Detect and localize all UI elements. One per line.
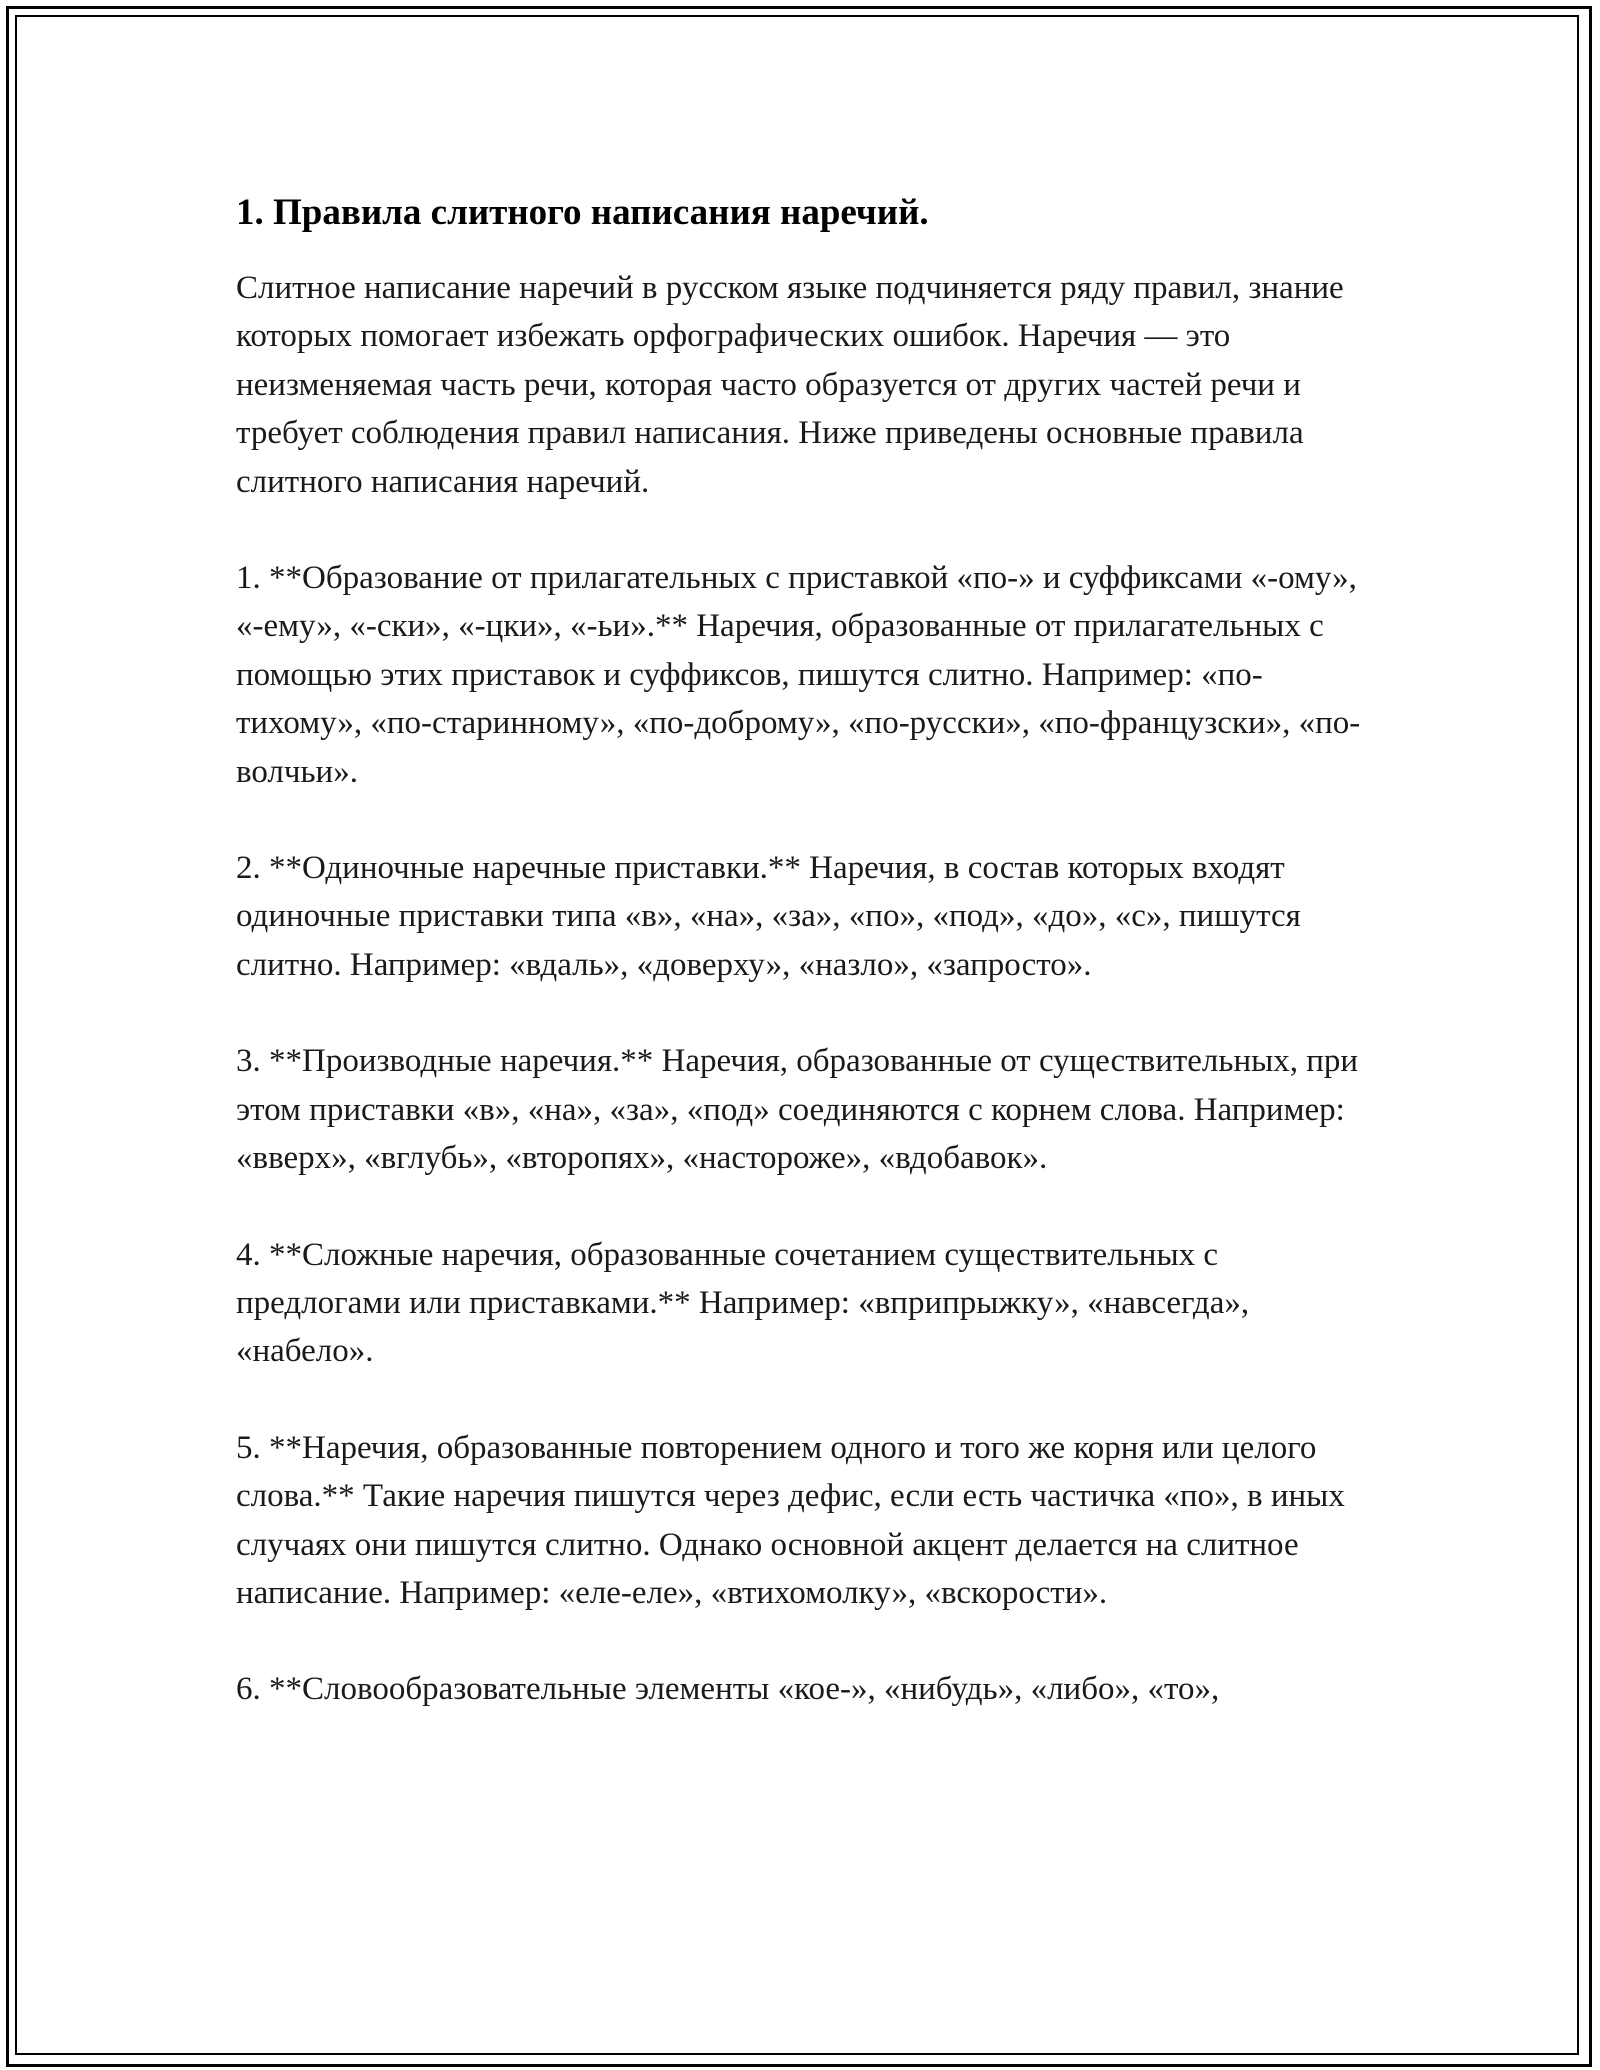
intro-paragraph: Слитное написание наречий в русском языке подчиняется ряду правил, знание которых помогает избежать орфографических ошибок. Наречия — это неизменяемая часть речи, которая часто образуется от других частей речи и требует соблюдения правил написания. Ниже приведены основные правила слитного написания наречий. <box>236 270 1344 500</box>
rule-paragraph-1: 1. **Образование от прилагательных с приставкой «по-» и суффиксами «-ому», «-ему», «-ски», «-цки», «-ьи».** Наречия, образованные от прилагательных с помощью этих приставок и суффиксов, пишутся слитно. Например: «по-тихому», «по-старинному», «по-доброму», «по-русски», «по-французски», «по-волчьи». <box>236 560 1361 790</box>
rule-paragraph-3: 3. **Производные наречия.** Наречия, образованные от существительных, при этом приставки «в», «на», «за», «под» соединяются с корнем слова. Например: «вверх», «вглубь», «второпях», «настороже», «вдобавок». <box>236 1043 1359 1177</box>
rule-paragraph-4: 4. **Сложные наречия, образованные сочетанием существительных с предлогами или приставками.** Например: «вприпрыжку», «навсегда», «набело». <box>236 1236 1250 1370</box>
document-title: 1. Правила слитного написания наречий. <box>236 192 929 233</box>
rule-paragraph-5: 5. **Наречия, образованные повторением одного и того же корня или целого слова.** Такие наречия пишутся через дефис, если есть частичка «по», в иных случаях они пишутся слитно. Однако основной акцент делается на слитное написание. Например: «еле-еле», «втихомолку», «вскорости». <box>236 1429 1345 1611</box>
rule-paragraph-6: 6. **Словообразовательные элементы «кое-», «нибудь», «либо», «то», <box>236 1671 1220 1708</box>
document-body <box>236 188 1371 1762</box>
rule-paragraph-2: 2. **Одиночные наречные приставки.** Наречия, в состав которых входят одиночные приставки типа «в», «на», «за», «по», «под», «до», «с», пишутся слитно. Например: «вдаль», «доверху», «назло», «запросто». <box>236 850 1301 983</box>
